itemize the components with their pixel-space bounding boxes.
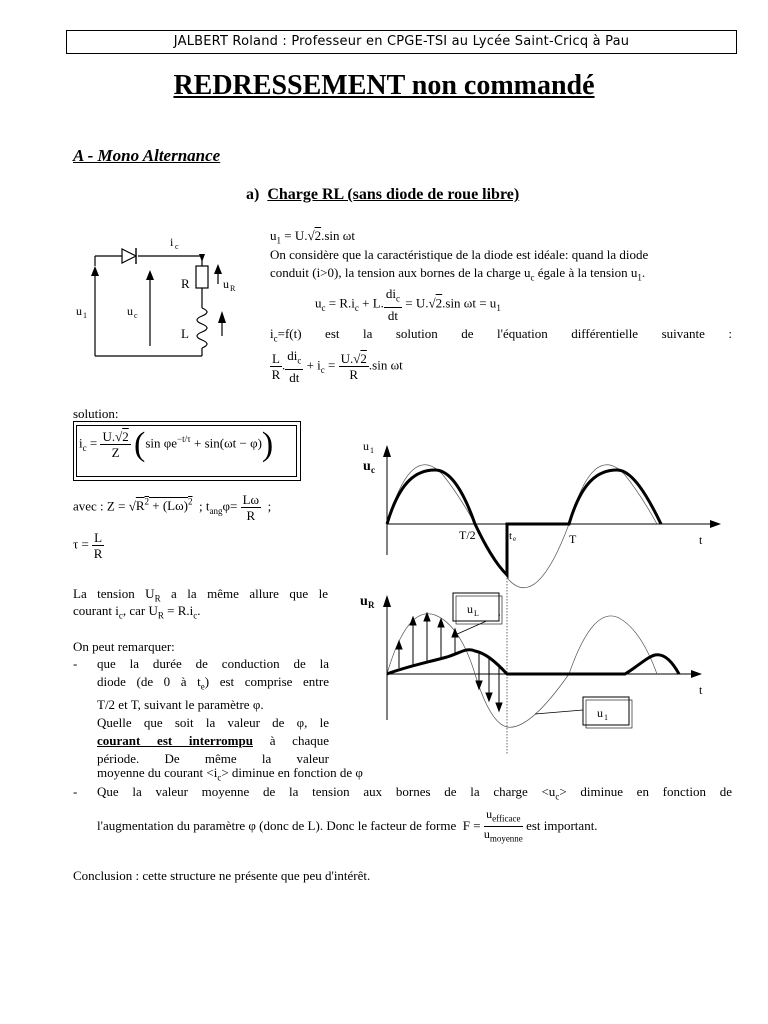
waveform-graph (355, 435, 735, 755)
intro-line-2: conduit (i>0), la tension aux bornes de la charge $u_c$ égale à la tension $u_1$. (270, 265, 646, 283)
bullet-1: - que la durée de conduction de la diode (de 0 à $t_e$) est comprise entre T/2 et T, suivant le paramètre φ. Quelle que soit la valeur de φ, le courant est interrompu à chaque période. De même la valeur (73, 656, 329, 766)
ur-curve (387, 650, 679, 674)
svg-text:u: u (127, 304, 133, 318)
page-title: REDRESSEMENT non commandé (173, 70, 595, 101)
eq-u1: $u_1 = U.√2.\sin$ ωt (270, 228, 355, 246)
intro-line-1: On considère que la caractéristique de la diode est idéale: quand la diode (270, 247, 649, 262)
remark-label: On peut remarquer: (73, 639, 175, 654)
svg-text:c: c (371, 465, 375, 475)
solution-label: solution: (73, 406, 119, 421)
u1-curve-top (387, 465, 657, 588)
solution-tau: τ = $\frac{L}{R}$ (73, 530, 103, 561)
svg-text:1: 1 (83, 311, 87, 320)
bullet-2-line-2: l'augmentation du paramètre φ (donc de L). Donc le facteur de forme F = $\frac{u_{efficace}}{u_{moyenne}}$ est important. (97, 807, 598, 844)
svg-text:e: e (513, 535, 517, 543)
svg-text:T/2: T/2 (459, 528, 476, 542)
text-ur-line-1: La tension $U_R$ a la même allure que le (73, 586, 328, 604)
svg-text:t: t (699, 533, 703, 547)
eq-diff: $\frac{L}{R}$ . $\frac{di_c}{dt}$ + $i_c$ = $\frac{U.√2}{R}$ .sin ωt (271, 348, 403, 385)
subsection-title (246, 186, 519, 204)
svg-text:u: u (223, 277, 229, 291)
solution-box: $i_c$ = $\frac{U.√2}{Z}$ (sin $\varphi e^{-t/\tau} + \sin(\omega t - \varphi)$) (73, 421, 301, 481)
page-header: JALBERT Roland : Professeur en CPGE-TSI au Lycée Saint-Cricq à Pau (66, 30, 737, 54)
svg-text:u: u (467, 602, 473, 616)
subsection-number: a) (246, 186, 260, 203)
bullet-1-end: moyenne du courant $<i_c>$ diminue en fonction de φ (97, 765, 363, 783)
subsection-label: Charge RL (sans diode de roue libre) (267, 186, 520, 203)
bullet-2-line-1: - Que la valeur moyenne de la tension aux bornes de la charge $<u_c>$ diminue en fonction de (73, 784, 732, 802)
eq-uc: $u_c = R.i_c + L$. $\frac{di_c}{dt}$ = U.√2.sin $\omega t = u_1$ (315, 286, 501, 323)
section-a-title: A - Mono Alternance (73, 146, 221, 165)
svg-text:1: 1 (370, 446, 374, 455)
svg-text:u: u (363, 459, 371, 474)
svg-text:1: 1 (604, 713, 608, 722)
svg-text:R: R (368, 600, 375, 610)
circuit-ic-label: i (170, 235, 174, 249)
svg-text:R: R (230, 284, 236, 293)
svg-text:c: c (134, 311, 138, 320)
svg-text:u: u (363, 439, 369, 453)
svg-text:u: u (597, 706, 603, 720)
text-ur-line-2: courant $i_c$, car $U_R = R.i_c$. (73, 603, 201, 621)
svg-text:T: T (569, 532, 577, 546)
svg-text:t: t (509, 530, 513, 542)
conclusion: Conclusion : cette structure ne présente que peu d'intérêt. (73, 868, 371, 883)
intro-line-3: $i_c=f(t)$ est la solution de l'équation différentielle suivante : (270, 326, 732, 344)
solution-avec: avec : $Z = √R^2 + (L\omega)^2$ ; $t_{ang}\varphi=$ $\frac{L\omega}{R}$ ; (73, 492, 272, 523)
circuit-diagram (70, 228, 255, 363)
svg-text:u: u (360, 594, 368, 609)
svg-text:u: u (76, 304, 82, 318)
uc-curve (387, 470, 661, 575)
svg-text:L: L (474, 609, 479, 618)
svg-text:L: L (181, 326, 189, 341)
svg-text:t: t (699, 683, 703, 697)
svg-text:R: R (181, 276, 190, 291)
svg-text:c: c (175, 242, 179, 251)
